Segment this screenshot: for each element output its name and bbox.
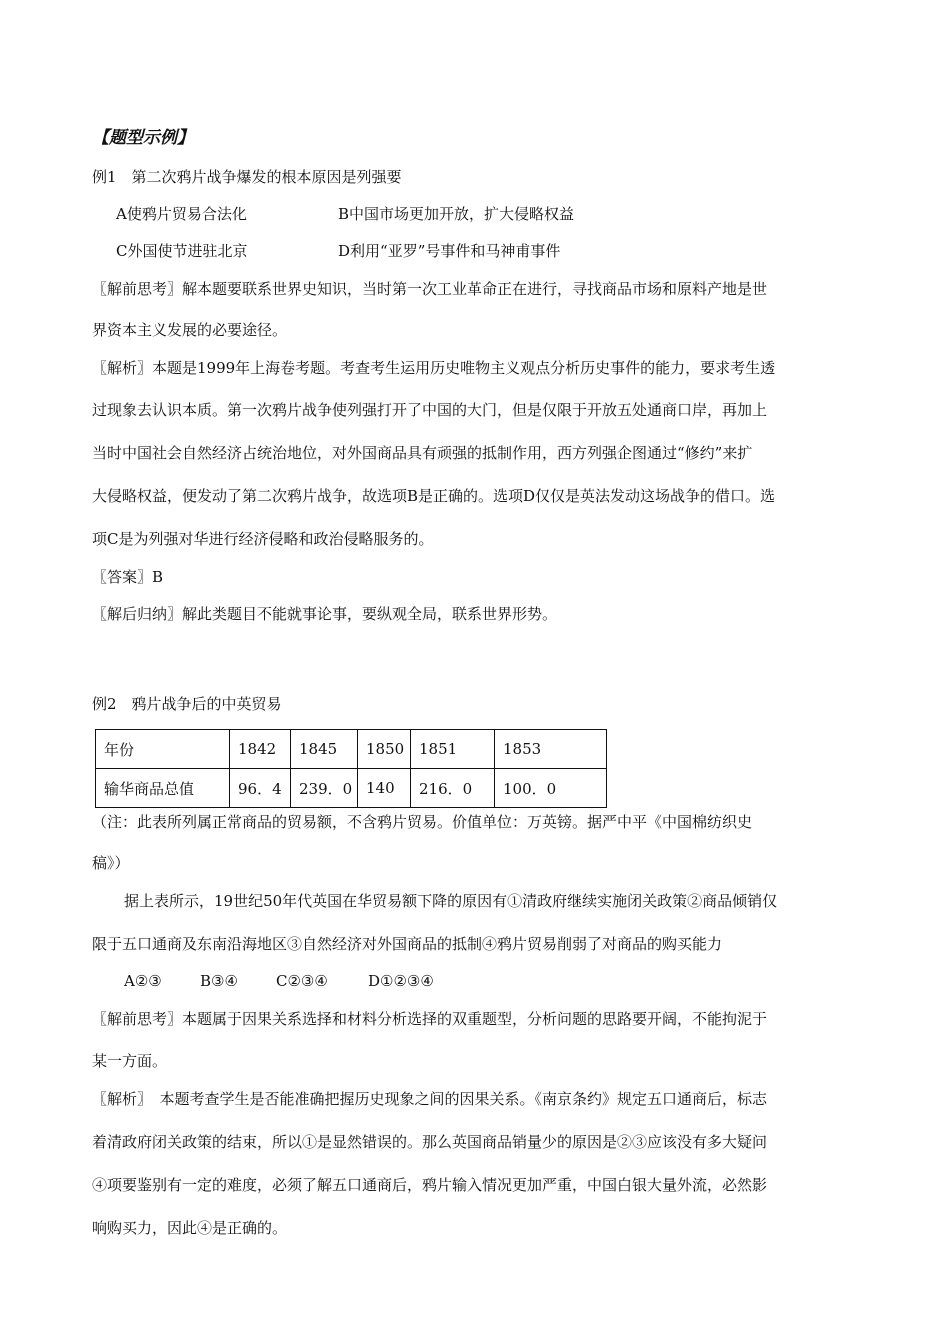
example2-option-a: A②③	[124, 972, 162, 990]
example1-analysis-line: 当时中国社会自然经济占统治地位，对外国商品具有顽强的抵制作用，西方列强企图通过“修约”来扩	[92, 444, 753, 462]
example2-note-line: 稿》）	[92, 854, 130, 872]
example1-answer: 〖答案〗B	[92, 568, 164, 586]
example2-analysis-line: 〖解析〗 本题考查学生是否能准确把握历史现象之间的因果关系。《南京条约》规定五口通商后，标志	[92, 1090, 768, 1108]
example1-prethink-line: 界资本主义发展的必要途径。	[92, 321, 288, 339]
example1-question: 例1 第二次鸦片战争爆发的根本原因是列强要	[92, 168, 402, 186]
table-header-cell: 1853	[495, 730, 607, 769]
table-cell: 96．4	[230, 769, 291, 808]
table-row	[96, 769, 607, 808]
table-header-cell: 年份	[96, 730, 230, 769]
example1-analysis-line: 〖解析〗本题是1999年上海卷考题。考查考生运用历史唯物主义观点分析历史事件的能力，要求考生透	[92, 359, 776, 377]
example1-option-c: C外国使节进驻北京	[116, 242, 248, 260]
example2-note-line: （注：此表所列属正常商品的贸易额，不含鸦片贸易。价值单位：万英镑。据严中平《中国棉纺织史	[92, 813, 753, 831]
example2-prethink-line: 某一方面。	[92, 1052, 168, 1070]
table-header-cell: 1851	[411, 730, 495, 769]
example2-option-c: C②③④	[276, 972, 328, 990]
table-row	[96, 730, 607, 769]
table-cell: 100．0	[495, 769, 607, 808]
example1-prethink-line: 〖解前思考〗解本题要联系世界史知识，当时第一次工业革命正在进行，寻找商品市场和原料产地是世	[92, 280, 768, 298]
example1-option-d: D利用“亚罗”号事件和马神甫事件	[338, 242, 561, 260]
trade-table	[95, 729, 607, 808]
example2-prethink-line: 〖解前思考〗本题属于因果关系选择和材料分析选择的双重题型，分析问题的思路要开阔，不能拘泥于	[92, 1010, 768, 1028]
table-cell: 239．0	[291, 769, 358, 808]
section-heading: 【题型示例】	[92, 128, 194, 148]
table-cell: 216．0	[411, 769, 495, 808]
example1-analysis-line: 项C是为列强对华进行经济侵略和政治侵略服务的。	[92, 530, 434, 548]
example2-option-d: D①②③④	[368, 972, 434, 990]
example1-analysis-line: 大侵略权益，便发动了第二次鸦片战争，故选项B是正确的。选项D仅仅是英法发动这场战争的借口。选	[92, 487, 776, 505]
example1-option-a: A使鸦片贸易合法化	[116, 205, 247, 223]
example2-analysis-line: 响购买力，因此④是正确的。	[92, 1219, 288, 1237]
example2-question-line: 据上表所示，19世纪50年代英国在华贸易额下降的原因有①清政府继续实施闭关政策②商品倾销仅	[124, 892, 778, 910]
example2-title: 例2 鸦片战争后的中英贸易	[92, 695, 282, 713]
example2-option-b: B③④	[200, 972, 238, 990]
table-header-cell: 1850	[358, 730, 411, 769]
example2-analysis-line: ④项要鉴别有一定的难度，必须了解五口通商后，鸦片输入情况更加严重，中国白银大量外流，必然影	[92, 1176, 768, 1194]
table-cell: 140	[358, 769, 411, 808]
table-cell: 输华商品总值	[96, 769, 230, 808]
example1-summary: 〖解后归纳〗解此类题目不能就事论事，要纵观全局，联系世界形势。	[92, 605, 558, 623]
example2-question-line: 限于五口通商及东南沿海地区③自然经济对外国商品的抵制④鸦片贸易削弱了对商品的购买能力	[92, 935, 723, 953]
table-header-cell: 1842	[230, 730, 291, 769]
example2-analysis-line: 着清政府闭关政策的结束，所以①是显然错误的。那么英国商品销量少的原因是②③应该没有多大疑问	[92, 1133, 768, 1151]
table-header-cell: 1845	[291, 730, 358, 769]
example1-analysis-line: 过现象去认识本质。第一次鸦片战争使列强打开了中国的大门，但是仅限于开放五处通商口岸，再加上	[92, 401, 768, 419]
example1-option-b: B中国市场更加开放，扩大侵略权益	[338, 205, 575, 223]
